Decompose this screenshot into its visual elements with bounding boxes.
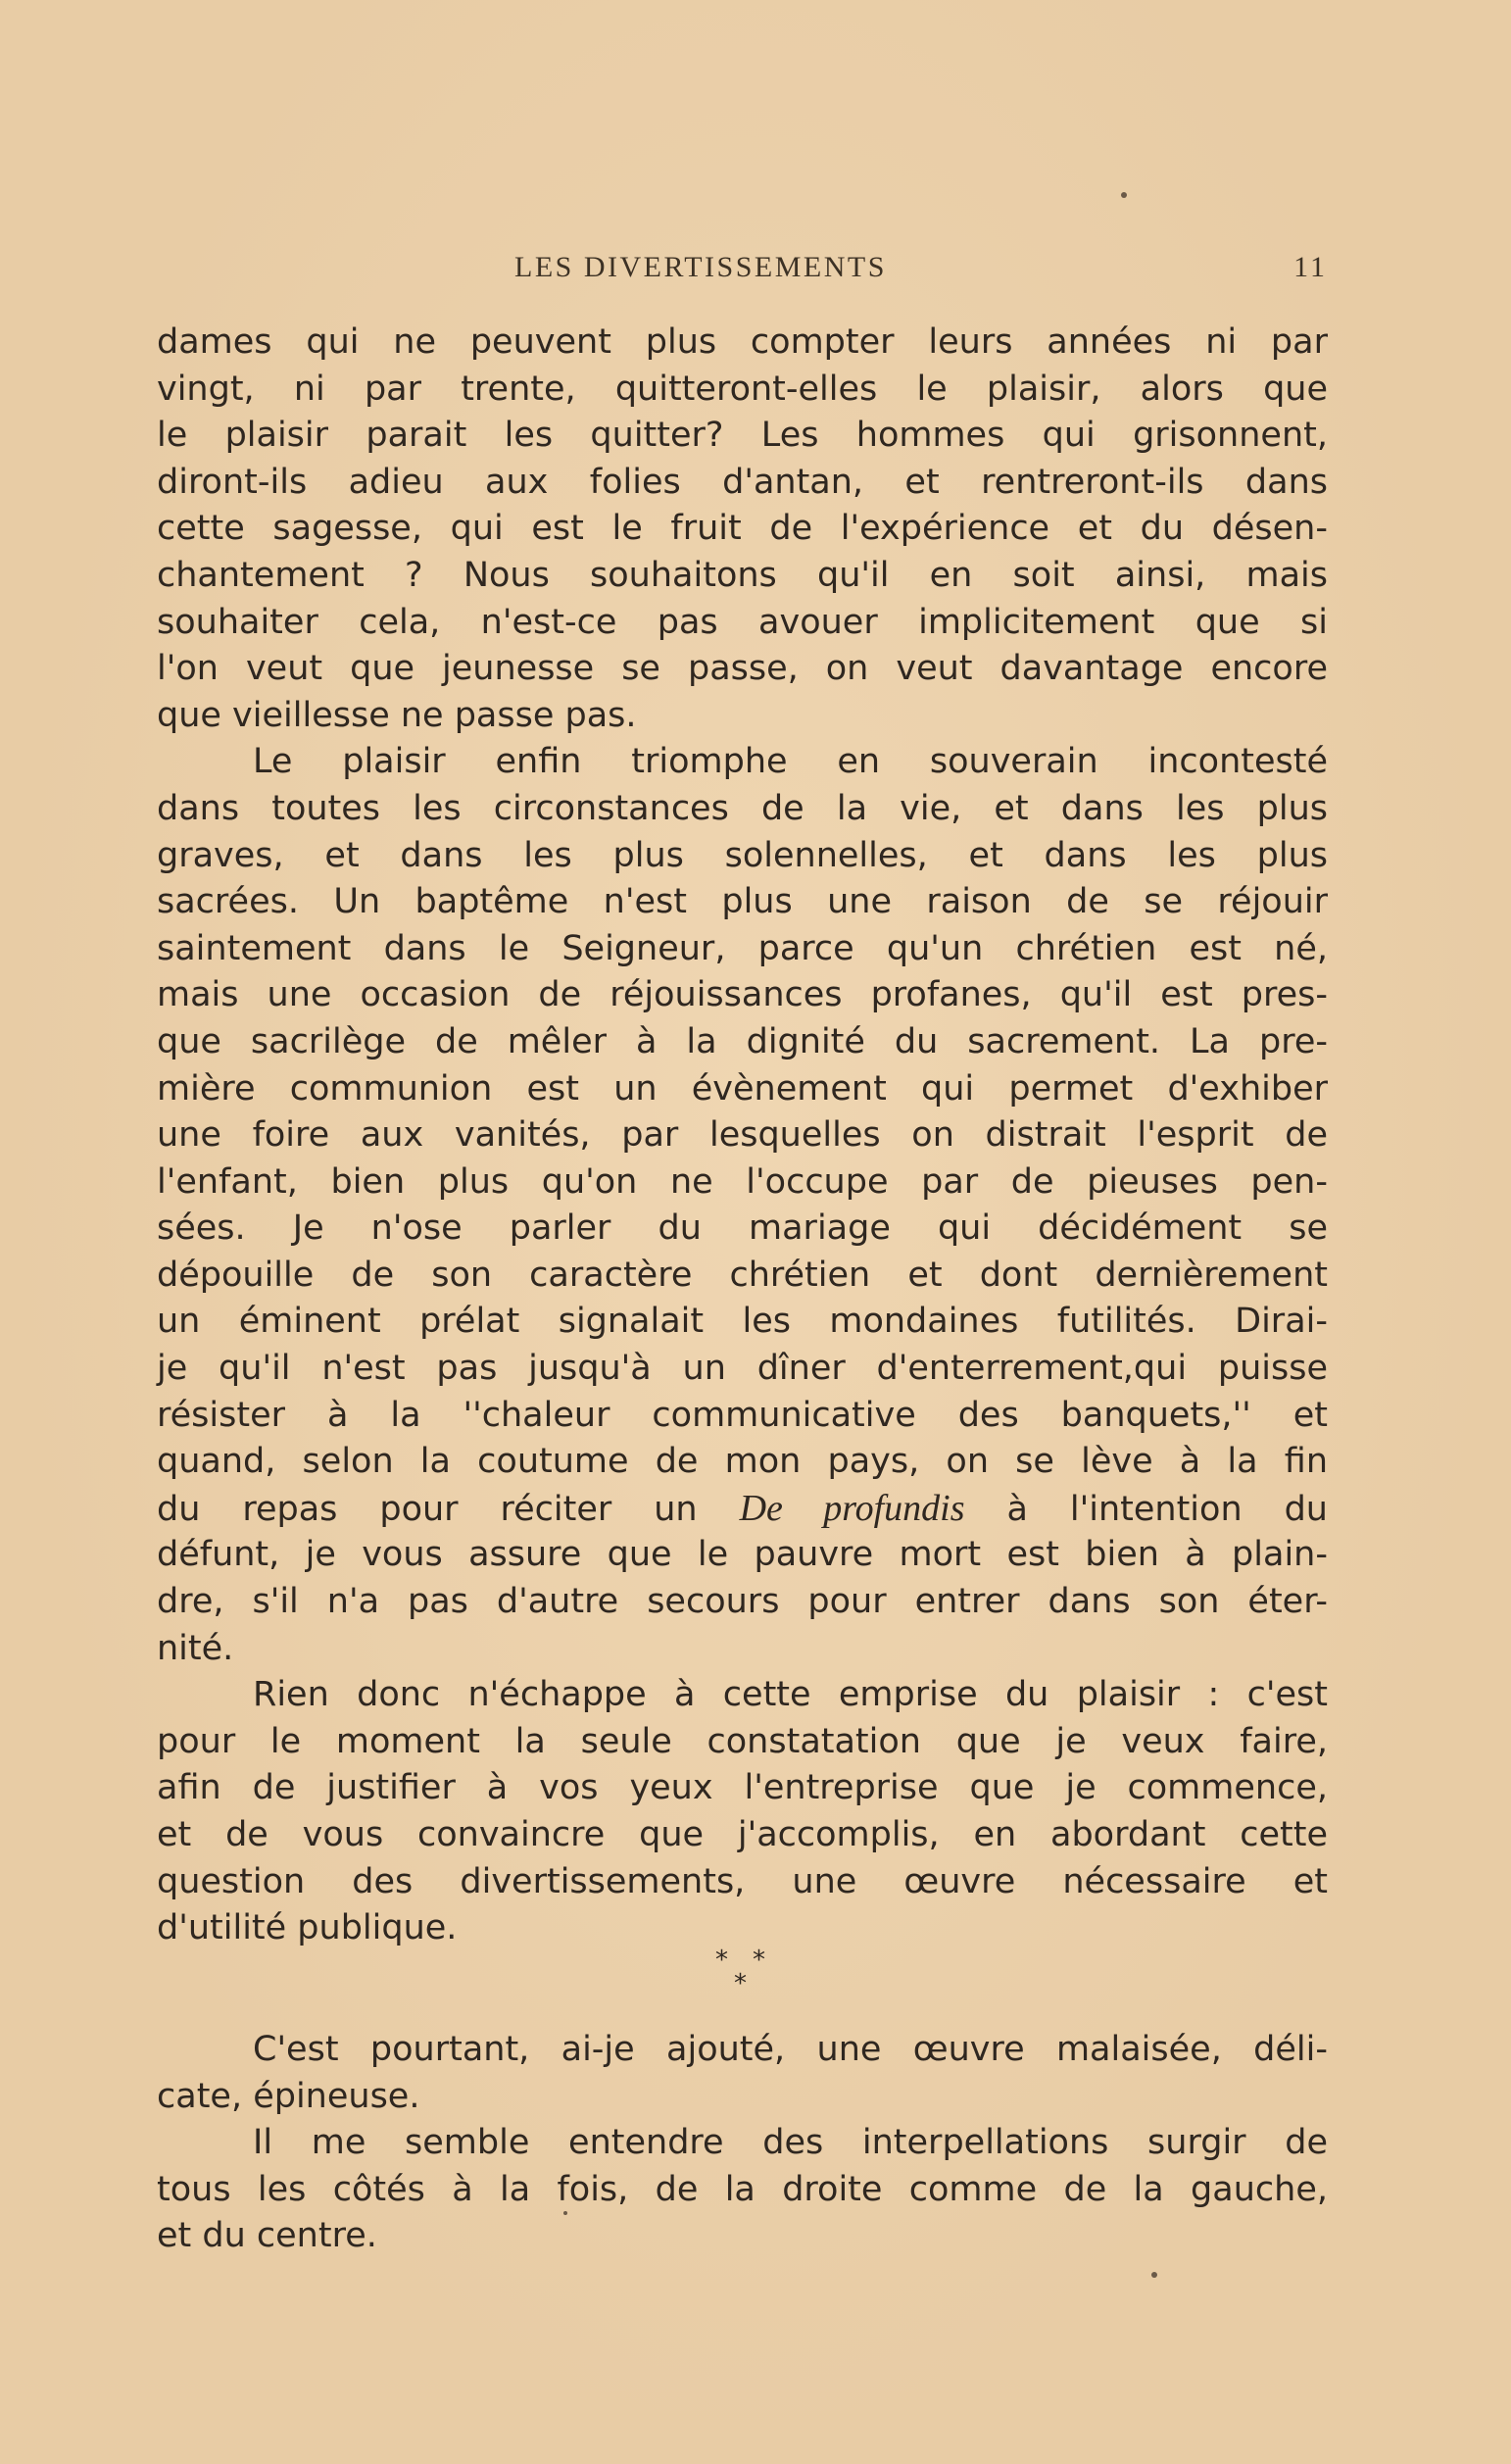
body-text <box>157 320 1328 1952</box>
text-line: afin de justifier à vos yeux l'entreprise que je commence, <box>157 1768 1328 1808</box>
asterism <box>686 1946 804 2004</box>
text-line: dépouille de son caractère chrétien et dont dernièrement <box>157 1255 1328 1295</box>
text-line: que vieillesse ne passe pas. <box>157 695 637 735</box>
asterisk: * <box>734 1969 747 1998</box>
text-line: que sacrilège de mêler à la dignité du sacrement. La pre- <box>157 1021 1328 1061</box>
text-line: chantement ? Nous souhaitons qu'il en soit ainsi, mais <box>157 555 1328 595</box>
italic-phrase: De profundis <box>739 1487 965 1529</box>
text-line: l'on veut que jeunesse se passe, on veut davantage encore <box>157 649 1328 689</box>
asterisk: * <box>715 1946 728 1975</box>
text-line: pour le moment la seule constatation que je veux faire, <box>157 1721 1328 1761</box>
text-segment: à l'intention du <box>1006 1489 1328 1529</box>
text-line: souhaiter cela, n'est-ce pas avouer implicitement que si <box>157 602 1328 642</box>
running-title: LES DIVERTISSEMENTS <box>514 251 887 283</box>
text-line: Il me semble entendre des interpellations surgir de <box>253 2123 1328 2163</box>
paper-speck <box>1151 2272 1157 2278</box>
text-line: quand, selon la coutume de mon pays, on se lève à la fin <box>157 1442 1328 1482</box>
text-line: défunt, je vous assure que le pauvre mort est bien à plain- <box>157 1535 1328 1575</box>
text-line: l'enfant, bien plus qu'on ne l'occupe par de pieuses pen- <box>157 1161 1328 1202</box>
text-line: nité. <box>157 1628 234 1668</box>
text-line: et de vous convaincre que j'accomplis, en abordant cette <box>157 1815 1328 1854</box>
text-segment: du repas pour réciter un <box>157 1489 698 1529</box>
text-line: tous les côtés à la fois, de la droite comme de la gauche, <box>157 2169 1328 2209</box>
text-line: saintement dans le Seigneur, parce qu'un chrétien est né, <box>157 928 1328 968</box>
text-line-with-italic <box>157 1486 1328 1533</box>
text-line: d'utilité publique. <box>157 1908 458 1948</box>
text-line: cate, épineuse. <box>157 2076 420 2116</box>
paper-speck <box>1121 192 1127 198</box>
text-line: je qu'il n'est pas jusqu'à un dîner d'enterrement,qui puisse <box>157 1349 1328 1389</box>
paper-speck <box>563 2211 567 2215</box>
text-line: question des divertissements, une œuvre nécessaire et <box>157 1861 1328 1901</box>
text-line: dames qui ne peuvent plus compter leurs années ni par <box>157 322 1328 362</box>
text-line: C'est pourtant, ai-je ajouté, une œuvre malaisée, déli- <box>253 2030 1328 2069</box>
text-line: sacrées. Un baptême n'est plus une raison de se réjouir <box>157 882 1328 922</box>
text-line: cette sagesse, qui est le fruit de l'expérience et du désen- <box>157 509 1328 549</box>
text-line: Rien donc n'échappe à cette emprise du plaisir : c'est <box>253 1675 1328 1715</box>
text-line: un éminent prélat signalait les mondaines futilités. Dirai- <box>157 1302 1328 1342</box>
page-number: 11 <box>1293 251 1328 283</box>
text-line: et du centre. <box>157 2216 377 2256</box>
text-line: le plaisir parait les quitter? Les hommes qui grisonnent, <box>157 416 1328 456</box>
text-line: Le plaisir enfin triomphe en souverain incontesté <box>253 742 1328 782</box>
text-line: mais une occasion de réjouissances profanes, qu'il est pres- <box>157 975 1328 1015</box>
running-head <box>157 251 1328 290</box>
asterisk: * <box>753 1946 765 1975</box>
body-text-continued <box>157 2027 1328 2260</box>
text-line: une foire aux vanités, par lesquelles on distrait l'esprit de <box>157 1115 1328 1156</box>
text-line: vingt, ni par trente, quitteront-elles le plaisir, alors que <box>157 369 1328 409</box>
text-line: dans toutes les circonstances de la vie, et dans les plus <box>157 788 1328 828</box>
text-line: résister à la ''chaleur communicative des banquets,'' et <box>157 1395 1328 1435</box>
text-line: dre, s'il n'a pas d'autre secours pour entrer dans son éter- <box>157 1582 1328 1622</box>
text-line: sées. Je n'ose parler du mariage qui décidément se <box>157 1208 1328 1249</box>
text-line: graves, et dans les plus solennelles, et dans les plus <box>157 835 1328 875</box>
text-line: mière communion est un évènement qui permet d'exhiber <box>157 1068 1328 1109</box>
text-line: diront-ils adieu aux folies d'antan, et rentreront-ils dans <box>157 462 1328 502</box>
